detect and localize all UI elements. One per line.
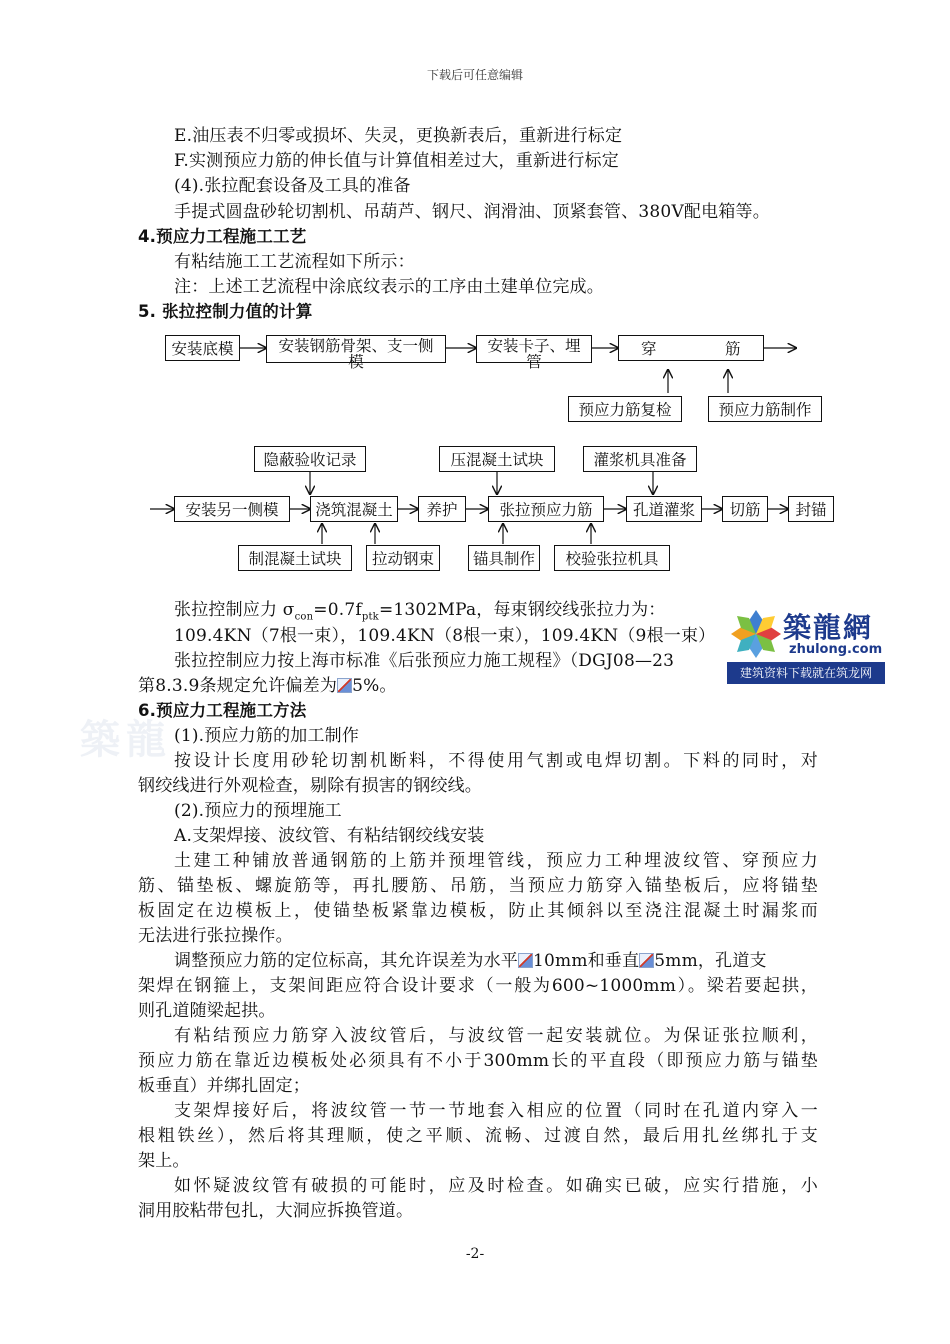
text-line: 无法进行张拉操作。 xyxy=(138,926,293,946)
flow-step-concealed-inspection: 隐蔽验收记录 xyxy=(254,446,366,472)
logo-domain-text: zhulong.com xyxy=(789,642,883,657)
logo-top xyxy=(727,604,885,662)
section-heading-6: 6.预应力工程施工方法 xyxy=(138,701,307,720)
flow-step-grouting-prep: 灌浆机具准备 xyxy=(583,446,697,472)
flow-step-concrete-test-block-press: 压混凝土试块 xyxy=(439,446,555,472)
text-run: 10mm和垂直 xyxy=(533,951,640,971)
flow-step-make-test-block: 制混凝土试块 xyxy=(238,545,352,571)
text-line: (4).张拉配套设备及工具的准备 xyxy=(174,176,411,196)
section-heading-5: 5. 张拉控制力值的计算 xyxy=(138,302,313,321)
text-run: 5%。 xyxy=(352,676,397,696)
section-heading-4: 4.预应力工程施工工艺 xyxy=(138,227,307,246)
text-line: 支架焊接好后，将波纹管一节一节地套入相应的位置（同时在孔道内穿入一 xyxy=(174,1101,818,1121)
flow-step-tensioning: 张拉预应力筋 xyxy=(488,496,604,522)
text-line: 有粘结预应力筋穿入波纹管后，与波纹管一起安装就位。为保证张拉顺利， xyxy=(174,1026,818,1046)
text-line: (1).预应力筋的加工制作 xyxy=(174,726,360,746)
subscript: ptk xyxy=(361,611,379,623)
text-run: 第8.3.9条规定允许偏差为 xyxy=(138,676,338,696)
broken-image-icon xyxy=(518,953,533,968)
flow-step-pull-strands: 拉动钢束 xyxy=(366,545,440,571)
flow-step-install-clips xyxy=(476,335,592,371)
zhulong-logo xyxy=(727,604,885,682)
text-line: F.实测预应力筋的伸长值与计算值相差过大，重新进行标定 xyxy=(174,151,619,171)
text-line: 预应力筋在靠近边模板处必须具有不小于300mm长的平直段（即预应力筋与锚垫 xyxy=(138,1051,818,1071)
flow-step-duct-grouting: 孔道灌浆 xyxy=(626,496,702,522)
text-line: 板垂直）并绑扎固定； xyxy=(138,1076,310,1096)
broken-image-icon xyxy=(337,678,352,693)
flow-step-label-overflow: 管 xyxy=(526,353,542,371)
text-line: 手提式圆盘砂轮切割机、吊葫芦、钢尺、润滑油、顶紧套管、380V配电箱等。 xyxy=(174,202,770,222)
watermark: 築龍 xyxy=(80,717,172,763)
text-line: 按设计长度用砂轮切割机断料，不得使用气割或电焊切割。下料的同时，对 xyxy=(174,751,818,771)
text-line: 则孔道随梁起拱。 xyxy=(138,1001,276,1021)
flow-step-label-overflow: 模 xyxy=(348,353,364,371)
flow-step-tendon-fabrication: 预应力筋制作 xyxy=(708,396,822,422)
flow-step-label: 穿 xyxy=(641,340,657,358)
flow-step-anchor-fabrication: 锚具制作 xyxy=(468,545,540,571)
text-line: A.支架焊接、波纹管、有粘结钢绞线安装 xyxy=(174,826,485,846)
logo-chinese-text: 築龍網 xyxy=(783,611,874,644)
flow-step-install-rebar-cage xyxy=(266,335,446,371)
text-line: 架焊在钢箍上，支架间距应符合设计要求（一般为600~1000mm）。梁若要起拱， xyxy=(138,976,818,996)
flow-step-pour-concrete: 浇筑混凝土 xyxy=(310,496,398,522)
logo-slogan: 建筑资料下载就在筑龙网 xyxy=(727,662,885,684)
text-line: 钢绞线进行外观检查，剔除有损害的钢绞线。 xyxy=(138,776,482,796)
page-number: -2- xyxy=(465,1246,485,1262)
text-line: 根粗铁丝），然后将其理顺，使之平顺、流畅、过渡自然，最后用扎丝绑扎于支 xyxy=(138,1126,818,1146)
text-line: 注：上述工艺流程中涂底纹表示的工序由土建单位完成。 xyxy=(174,277,604,297)
flow-step-label: 筋 xyxy=(725,340,741,358)
text-line: 架上。 xyxy=(138,1151,190,1171)
text-run: =0.7f xyxy=(313,600,362,620)
flow-step-calibrate-jacks: 校验张拉机具 xyxy=(554,545,670,571)
flow-step-install-other-form: 安装另一侧模 xyxy=(174,496,290,522)
text-run: =1302MPa，每束钢绞线张拉力为： xyxy=(378,600,666,620)
flow-step-tendon-recheck: 预应力筋复检 xyxy=(568,396,682,422)
text-run: 张拉控制应力 σ xyxy=(174,600,295,620)
text-line: 有粘结施工工艺流程如下所示： xyxy=(174,252,415,272)
text-line: (2).预应力的预埋施工 xyxy=(174,801,342,821)
text-line: 筋、锚垫板、螺旋筋等，再扎腰筋、吊筋，当预应力筋穿入锚垫板后，应将锚垫 xyxy=(138,876,818,896)
flow-step-label: 安装卡子、埋 xyxy=(487,337,581,355)
flow-step-label: 安装钢筋骨架、支一侧 xyxy=(278,337,434,355)
flow-step-thread-tendons xyxy=(618,335,764,361)
page-header: 下载后可任意编辑 xyxy=(426,68,523,82)
text-run: 5mm，孔道支 xyxy=(654,951,767,971)
calc-line-2: 109.4KN（7根一束），109.4KN（8根一束），109.4KN（9根一束） xyxy=(174,626,716,646)
calc-line-4 xyxy=(138,674,818,698)
text-line: 土建工种铺放普通钢筋的上筋并预埋管线，预应力工种埋波纹管、穿预应力 xyxy=(174,851,818,871)
text-line: 板固定在边模板上，使锚垫板紧靠边模板，防止其倾斜以至浇注混凝土时漏浆而 xyxy=(138,901,818,921)
logo-snowflake-icon xyxy=(729,608,783,660)
flow-step-curing: 养护 xyxy=(418,496,466,522)
text-line: 洞用胶粘带包扎，大洞应拆换管道。 xyxy=(138,1201,414,1221)
broken-image-icon xyxy=(639,953,654,968)
subscript: con xyxy=(294,611,314,623)
flow-step-install-bottom-form: 安装底模 xyxy=(165,335,240,361)
calc-line-3: 张拉控制应力按上海市标准《后张预应力施工规程》（DGJ08—23 xyxy=(174,651,675,671)
flow-step-seal-anchor: 封锚 xyxy=(788,496,834,522)
text-line: E.油压表不归零或损坏、失灵，更换新表后，重新进行标定 xyxy=(174,126,623,146)
text-line: 如怀疑波纹管有破损的可能时，应及时检查。如确实已破，应实行措施，小 xyxy=(174,1176,818,1196)
text-run: 调整预应力筋的定位标高，其允许误差为水平 xyxy=(174,951,518,971)
text-line xyxy=(174,949,818,973)
flow-step-cut-tendons: 切筋 xyxy=(722,496,768,522)
